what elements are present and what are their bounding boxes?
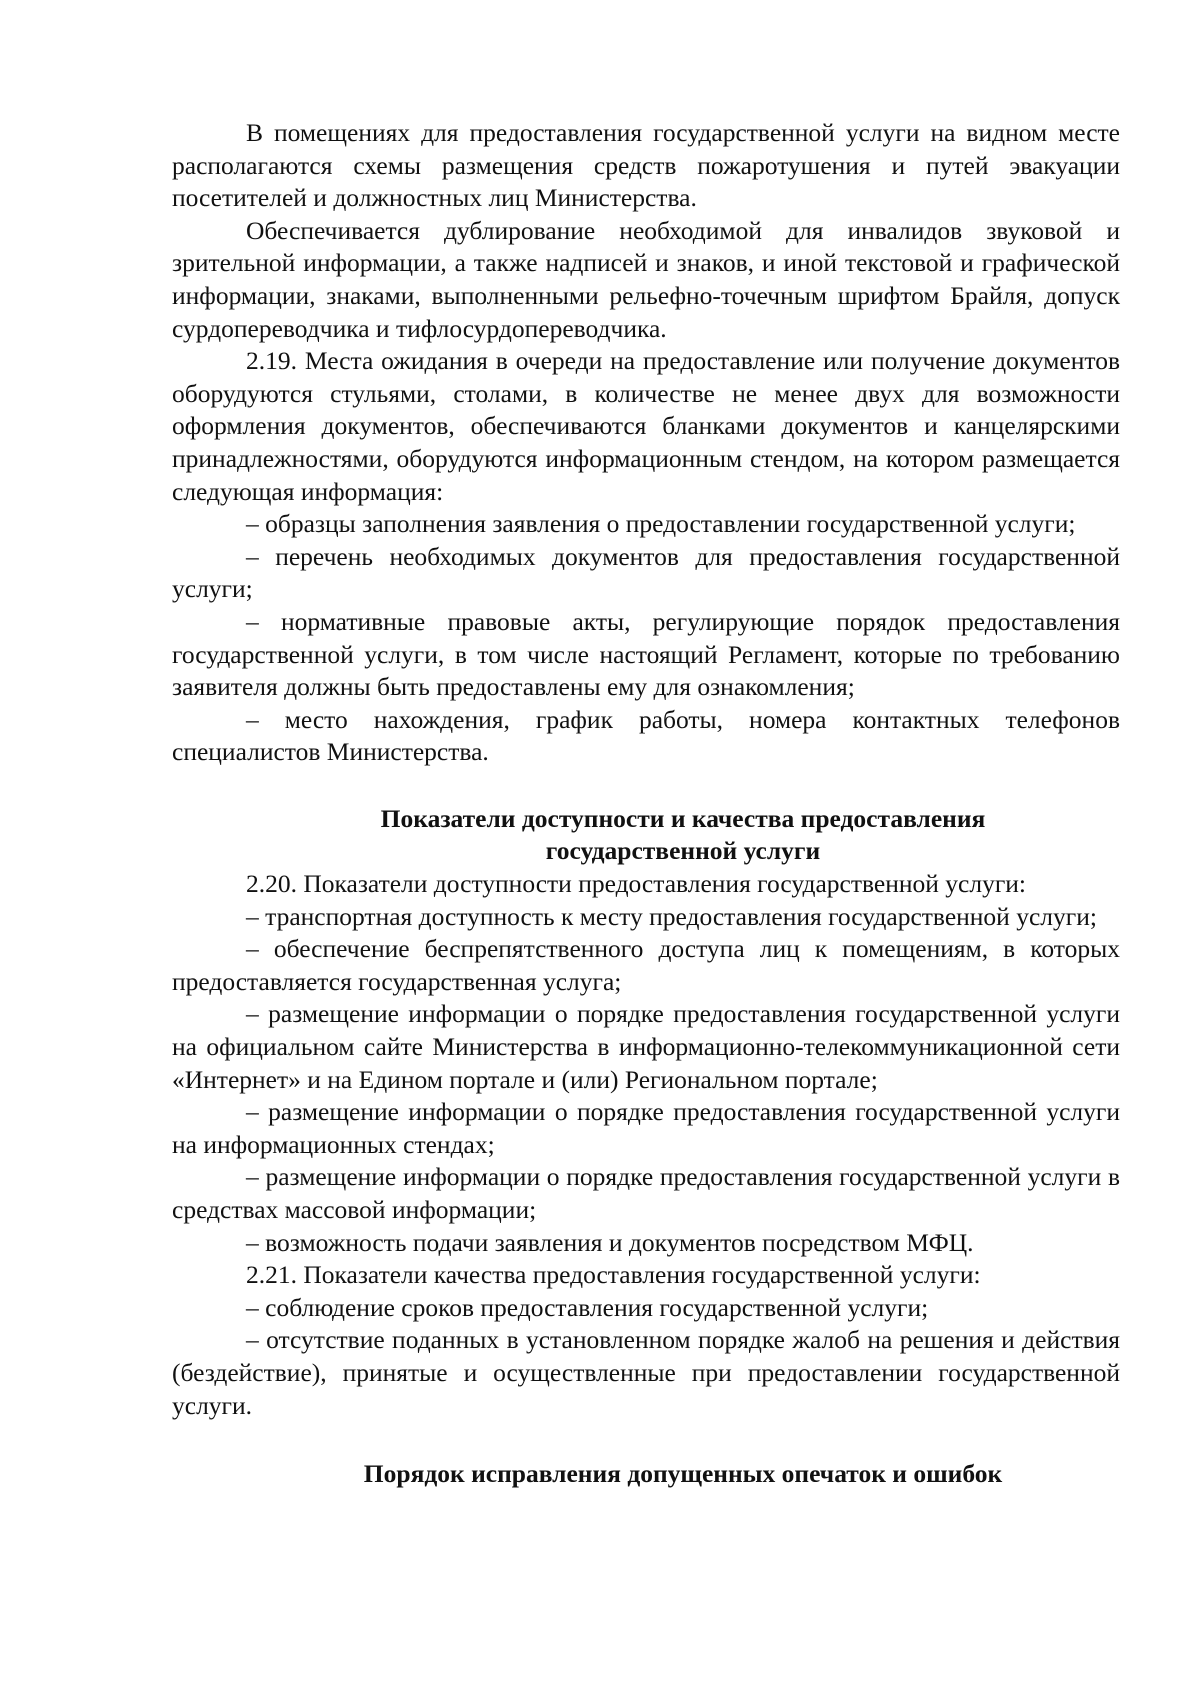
section-heading-line-1: Показатели доступности и качества предоставления <box>380 803 986 833</box>
list-item-stands-info: – размещение информации о порядке предоставления государственной услуги на информационных стендах; <box>172 1097 1120 1159</box>
paragraph-2-21: 2.21. Показатели качества предоставления государственной услуги: <box>246 1260 981 1290</box>
section-heading-accessibility <box>172 803 1120 868</box>
list-item-media-info: – размещение информации о порядке предоставления государственной услуги в средствах массовой информации; <box>172 1162 1120 1224</box>
list-item-no-complaints: – отсутствие поданных в установленном порядке жалоб на решения и действия (бездействие), принятые и осуществленные при предоставлении государственной услуги. <box>172 1325 1120 1420</box>
list-item-unobstructed-access: – обеспечение беспрепятственного доступа лиц к помещениям, в которых предоставляется государственная услуга; <box>172 934 1120 996</box>
list-item-contacts: – место нахождения, график работы, номера контактных телефонов специалистов Министерства. <box>172 704 1120 767</box>
list-item-website-info: – размещение информации о порядке предоставления государственной услуги на официальном сайте Министерства в информационно-телекоммуникационной сети «Интернет» и на Едином портале и (или) Региональном портале; <box>172 999 1120 1094</box>
paragraph-braille-duplication: Обеспечивается дублирование необходимой для инвалидов звуковой и зрительной информации, а также надписей и знаков, и иной текстовой и графической информации, знаками, выполненными рельефно-точечным шрифтом Брайля, допуск сурдопереводчика и тифлосурдопереводчика. <box>172 215 1120 343</box>
list-item-transport-access: – транспортная доступность к месту предоставления государственной услуги; <box>246 901 1097 931</box>
list-item-mfc: – возможность подачи заявления и документов посредством МФЦ. <box>246 1227 974 1257</box>
paragraph-2-19: 2.19. Места ожидания в очереди на предоставление или получение документов оборудуются стульями, столами, в количестве не менее двух для возможности оформления документов, обеспечиваются бланками документов и канцелярскими принадлежностями, оборудуются информационным стендом, на котором размещается следующая информация: <box>172 346 1120 506</box>
list-item-application-samples: – образцы заполнения заявления о предоставлении государственной услуги; <box>246 509 1076 539</box>
list-item-required-documents: – перечень необходимых документов для предоставления государственной услуги; <box>172 541 1120 604</box>
list-item-legal-acts: – нормативные правовые акты, регулирующие порядок предоставления государственной услуги, в том числе настоящий Регламент, которые по требованию заявителя должны быть предоставлены ему для ознакомления; <box>172 606 1120 702</box>
section-heading-line-2: государственной услуги <box>545 836 821 866</box>
paragraph-premises-schemes: В помещениях для предоставления государственной услуги на видном месте располагаются схемы размещения средств пожаротушения и путей эвакуации посетителей и должностных лиц Министерства. <box>172 118 1120 213</box>
paragraph-2-20: 2.20. Показатели доступности предоставления государственной услуги: <box>246 869 1027 899</box>
list-item-deadlines: – соблюдение сроков предоставления государственной услуги; <box>246 1292 929 1322</box>
document-page <box>172 117 1120 1491</box>
section-heading-corrections: Порядок исправления допущенных опечаток и ошибок <box>363 1459 1003 1489</box>
